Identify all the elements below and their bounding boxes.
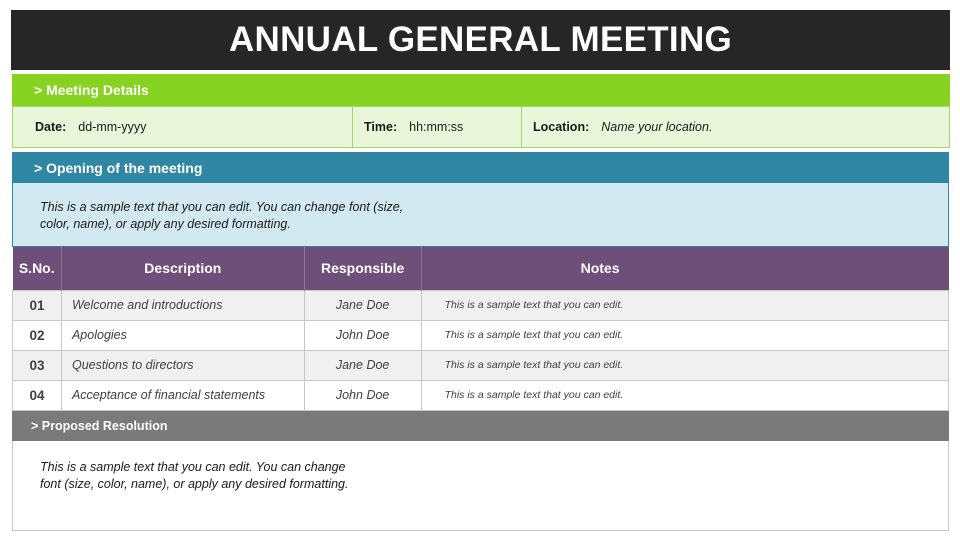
row-responsible[interactable]: John Doe [304, 380, 421, 410]
table-row [13, 350, 949, 380]
resolution-body [12, 441, 949, 531]
row-number: 03 [13, 350, 62, 380]
row-notes[interactable]: This is a sample text that you can edit. [421, 380, 948, 410]
resolution-header: > Proposed Resolution [12, 411, 949, 441]
opening-text[interactable]: This is a sample text that you can edit. You can change font (size, color, name), or apply any desired formatting. [40, 200, 404, 231]
row-number: 04 [13, 380, 62, 410]
row-notes[interactable]: This is a sample text that you can edit. [421, 350, 948, 380]
resolution-text[interactable]: This is a sample text that you can edit. You can change font (size, color, name), or apply any desired formatting. [40, 460, 349, 491]
column-header-notes: Notes [421, 247, 948, 290]
time-label: Time: [364, 120, 398, 134]
column-header-sno: S.No. [13, 247, 62, 290]
row-notes[interactable]: This is a sample text that you can edit. [421, 320, 948, 350]
table-row [13, 380, 949, 410]
row-description[interactable]: Acceptance of financial statements [61, 380, 304, 410]
column-header-description: Description [61, 247, 304, 290]
time-value[interactable]: hh:mm:ss [409, 120, 464, 134]
row-number: 01 [13, 290, 62, 320]
row-notes[interactable]: This is a sample text that you can edit. [421, 290, 948, 320]
row-number: 02 [13, 320, 62, 350]
row-responsible[interactable]: Jane Doe [304, 290, 421, 320]
meeting-details-row [12, 106, 950, 148]
location-label: Location: [533, 120, 590, 134]
row-responsible[interactable]: John Doe [304, 320, 421, 350]
time-cell [352, 107, 521, 147]
table-row [13, 290, 949, 320]
row-description[interactable]: Questions to directors [61, 350, 304, 380]
row-responsible[interactable]: Jane Doe [304, 350, 421, 380]
location-cell [521, 107, 949, 147]
row-description[interactable]: Welcome and introductions [61, 290, 304, 320]
table-row [13, 320, 949, 350]
opening-header: > Opening of the meeting [12, 152, 949, 183]
meeting-details-header: > Meeting Details [12, 74, 950, 106]
date-value[interactable]: dd-mm-yyyy [78, 120, 147, 134]
row-description[interactable]: Apologies [61, 320, 304, 350]
date-label: Date: [35, 120, 67, 134]
agenda-table [12, 247, 949, 411]
date-cell [13, 107, 352, 147]
opening-body [12, 183, 949, 247]
page-title: ANNUAL GENERAL MEETING [11, 10, 950, 70]
column-header-responsible: Responsible [304, 247, 421, 290]
agenda-header-row [13, 247, 949, 290]
location-value[interactable]: Name your location. [601, 120, 713, 134]
